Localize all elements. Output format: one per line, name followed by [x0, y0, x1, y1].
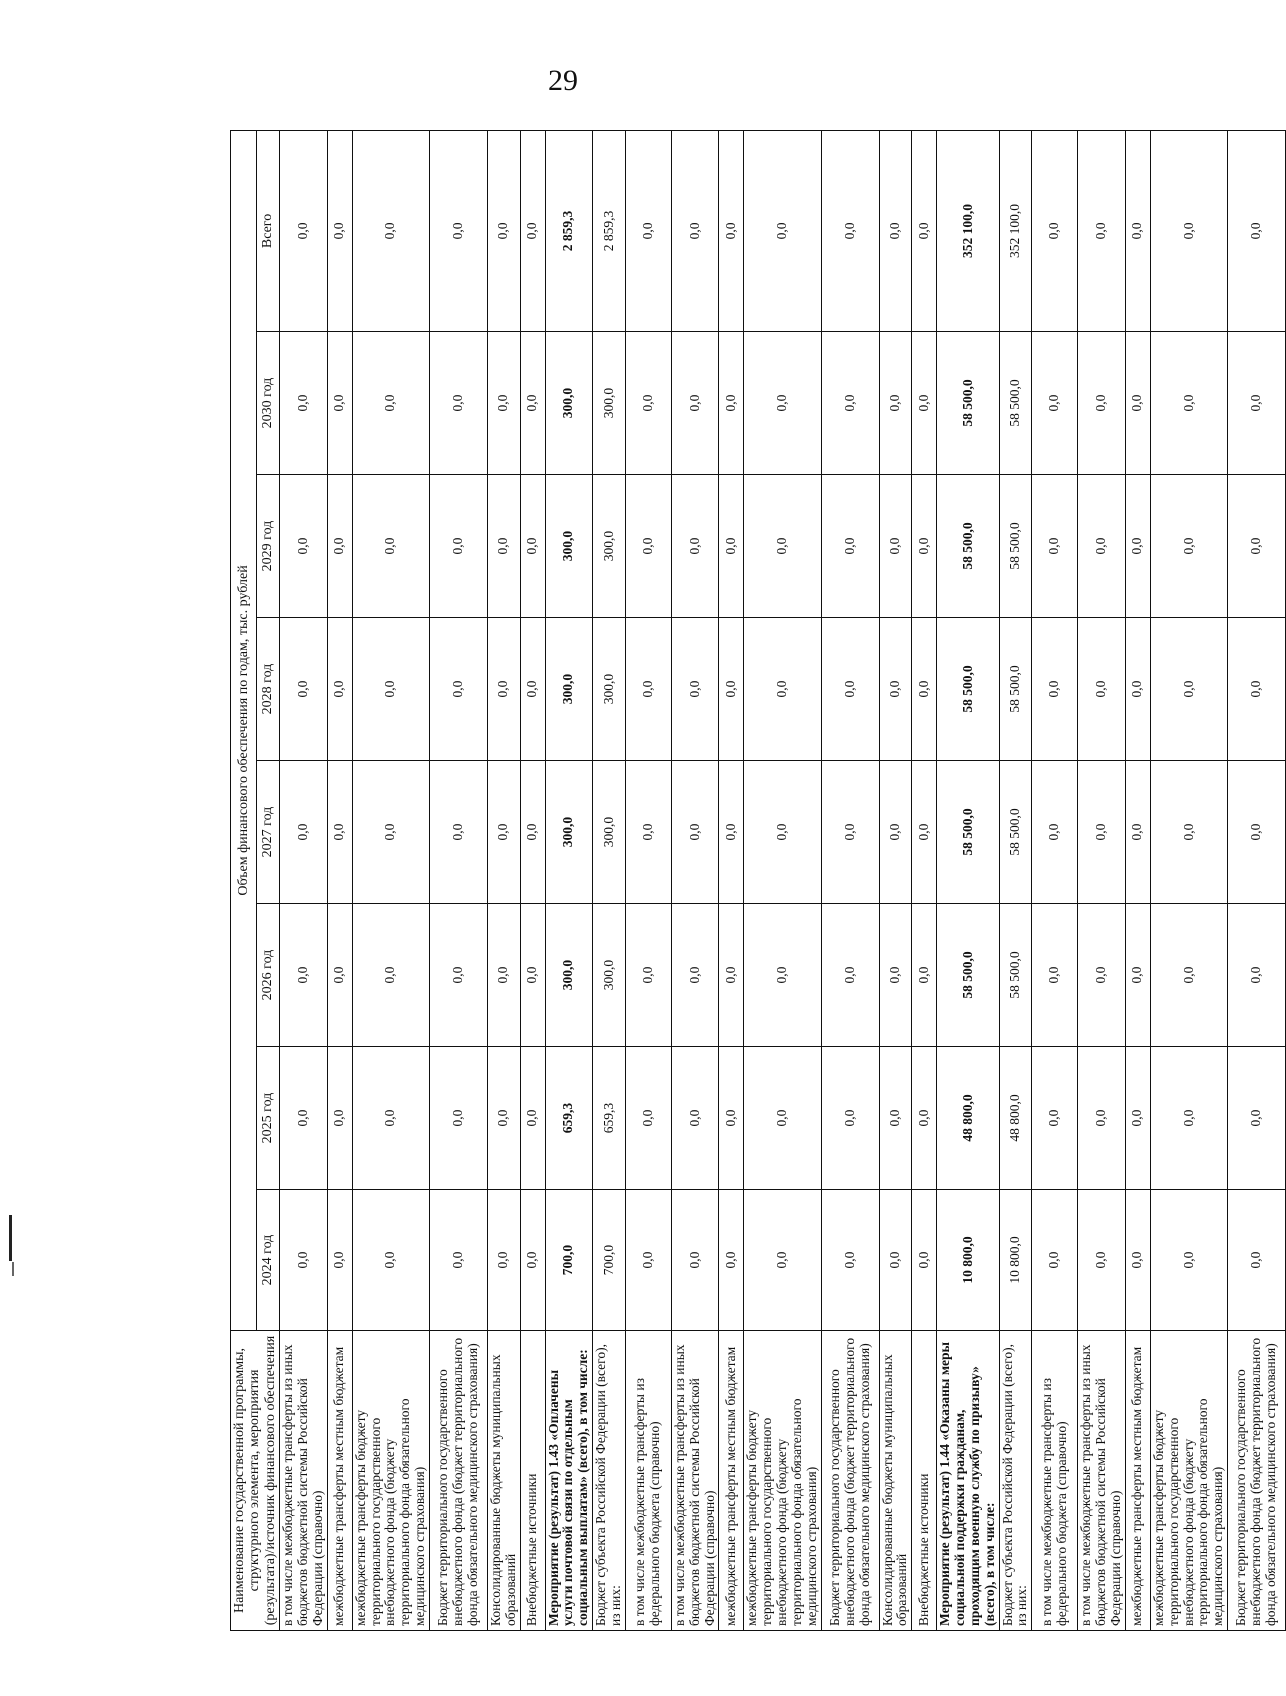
- header-year: 2028 год: [256, 618, 280, 761]
- row-year-value: 0,0: [280, 618, 328, 761]
- row-year-value: 48 800,0: [999, 1047, 1032, 1190]
- row-name: в том числе межбюджетные трансферты из федерального бюджета (справочно): [1032, 1331, 1078, 1631]
- row-year-value: 58 500,0: [999, 761, 1032, 904]
- row-year-value: 58 500,0: [937, 475, 999, 618]
- row-year-value: 0,0: [625, 475, 671, 618]
- row-year-value: 0,0: [912, 1047, 937, 1190]
- row-year-value: 58 500,0: [999, 332, 1032, 475]
- row-year-value: 0,0: [1228, 904, 1286, 1047]
- row-name: межбюджетные трансферты местным бюджетам: [327, 1331, 352, 1631]
- row-year-value: 0,0: [487, 332, 520, 475]
- row-year-value: 300,0: [545, 618, 593, 761]
- row-year-value: 0,0: [744, 1047, 821, 1190]
- row-year-value: 300,0: [593, 904, 626, 1047]
- row-name: Консолидированные бюджеты муниципальных образований: [487, 1331, 520, 1631]
- table-row: [1078, 130, 1126, 1630]
- row-year-value: 0,0: [912, 904, 937, 1047]
- row-year-value: 0,0: [625, 761, 671, 904]
- row-name: межбюджетные трансферты бюджету территориального государственного внебюджетного фонда (бюджету территориального фонда обязательного медицинского страхования): [744, 1331, 821, 1631]
- row-year-value: 0,0: [327, 1047, 352, 1190]
- row-total-value: 0,0: [429, 130, 487, 331]
- row-year-value: 0,0: [625, 332, 671, 475]
- row-year-value: 0,0: [1150, 1190, 1227, 1331]
- row-year-value: 0,0: [671, 475, 719, 618]
- row-year-value: 0,0: [879, 761, 912, 904]
- row-total-value: 0,0: [1032, 130, 1078, 331]
- row-name: межбюджетные трансферты бюджету территориального государственного внебюджетного фонда (бюджету территориального фонда обязательного медицинского страхования): [1150, 1331, 1227, 1631]
- row-year-value: 0,0: [280, 761, 328, 904]
- row-year-value: 0,0: [744, 761, 821, 904]
- row-year-value: 48 800,0: [937, 1047, 999, 1190]
- row-year-value: 0,0: [1125, 475, 1150, 618]
- row-year-value: 0,0: [744, 618, 821, 761]
- page-number: 29: [548, 64, 578, 97]
- row-year-value: 0,0: [429, 1047, 487, 1190]
- row-name: Внебюджетные источники: [520, 1331, 545, 1631]
- row-year-value: 659,3: [545, 1047, 593, 1190]
- row-year-value: 58 500,0: [937, 904, 999, 1047]
- row-year-value: 0,0: [912, 475, 937, 618]
- table-row: [719, 130, 744, 1630]
- row-name: в том числе межбюджетные трансферты из иных бюджетов бюджетной системы Российской Федерации (справочно): [1078, 1331, 1126, 1631]
- row-year-value: 0,0: [429, 332, 487, 475]
- row-total-value: 0,0: [1078, 130, 1126, 331]
- row-year-value: 0,0: [719, 1190, 744, 1331]
- row-year-value: 0,0: [1078, 761, 1126, 904]
- row-year-value: 0,0: [879, 1047, 912, 1190]
- row-year-value: 0,0: [879, 904, 912, 1047]
- row-total-value: 352 100,0: [999, 130, 1032, 331]
- row-name: Бюджет территориального государственного внебюджетного фонда (бюджет территориального фонда обязательного медицинского страхования): [429, 1331, 487, 1631]
- row-name: Мероприятие (результат) 1.44 «Оказаны меры социальной поддержки гражданам, проходящим военную службу по призыву» (всего), в том числе:: [937, 1331, 999, 1631]
- row-total-value: 0,0: [487, 130, 520, 331]
- row-year-value: 0,0: [327, 475, 352, 618]
- row-year-value: 0,0: [429, 475, 487, 618]
- row-year-value: 0,0: [1150, 332, 1227, 475]
- row-year-value: 0,0: [1125, 1190, 1150, 1331]
- row-year-value: 0,0: [487, 618, 520, 761]
- row-year-value: 0,0: [1125, 618, 1150, 761]
- header-year: 2026 год: [256, 904, 280, 1047]
- row-year-value: 0,0: [879, 618, 912, 761]
- row-year-value: 0,0: [1125, 904, 1150, 1047]
- row-year-value: 0,0: [1150, 618, 1227, 761]
- row-name: Бюджет территориального государственного внебюджетного фонда (бюджет территориального фонда обязательного медицинского страхования): [821, 1331, 879, 1631]
- row-year-value: 0,0: [821, 761, 879, 904]
- row-year-value: 0,0: [1150, 904, 1227, 1047]
- table-row: [520, 130, 545, 1630]
- row-year-value: 0,0: [327, 761, 352, 904]
- row-year-value: 0,0: [352, 332, 429, 475]
- table-row: [1228, 130, 1286, 1630]
- row-year-value: 0,0: [1078, 475, 1126, 618]
- row-total-value: 352 100,0: [937, 130, 999, 331]
- row-year-value: 0,0: [625, 1047, 671, 1190]
- row-year-value: 0,0: [879, 1190, 912, 1331]
- row-total-value: 0,0: [912, 130, 937, 331]
- row-year-value: 0,0: [821, 618, 879, 761]
- row-year-value: 0,0: [520, 1190, 545, 1331]
- row-year-value: 0,0: [352, 761, 429, 904]
- row-year-value: 0,0: [671, 1190, 719, 1331]
- row-total-value: 0,0: [821, 130, 879, 331]
- table-row: [879, 130, 912, 1630]
- row-name: Бюджет субъекта Российской Федерации (всего), из них:: [999, 1331, 1032, 1631]
- row-year-value: 58 500,0: [937, 618, 999, 761]
- row-year-value: 0,0: [671, 618, 719, 761]
- table-row: [545, 130, 593, 1630]
- row-total-value: 0,0: [352, 130, 429, 331]
- row-year-value: 0,0: [1125, 332, 1150, 475]
- row-year-value: 0,0: [1228, 332, 1286, 475]
- row-year-value: 0,0: [625, 1190, 671, 1331]
- row-year-value: 0,0: [1078, 618, 1126, 761]
- row-year-value: 0,0: [744, 332, 821, 475]
- row-year-value: 0,0: [1032, 1190, 1078, 1331]
- row-year-value: 0,0: [520, 618, 545, 761]
- row-year-value: 0,0: [1228, 475, 1286, 618]
- row-name: Мероприятие (результат) 1.43 «Оплачены услуги почтовой связи по отдельным социальным выплатам» (всего), в том числе:: [545, 1331, 593, 1631]
- scan-artifact-mark: [12, 1262, 14, 1276]
- row-year-value: 0,0: [487, 1190, 520, 1331]
- table-row: [487, 130, 520, 1630]
- row-year-value: 0,0: [327, 332, 352, 475]
- row-name: в том числе межбюджетные трансферты из иных бюджетов бюджетной системы Российской Федерации (справочно): [671, 1331, 719, 1631]
- row-year-value: 300,0: [593, 618, 626, 761]
- row-year-value: 0,0: [1032, 904, 1078, 1047]
- row-total-value: 0,0: [1150, 130, 1227, 331]
- row-year-value: 0,0: [719, 618, 744, 761]
- row-year-value: 0,0: [879, 475, 912, 618]
- row-total-value: 0,0: [671, 130, 719, 331]
- row-year-value: 0,0: [625, 904, 671, 1047]
- table-row: [1150, 130, 1227, 1630]
- row-total-value: 0,0: [744, 130, 821, 331]
- row-year-value: 0,0: [821, 475, 879, 618]
- row-year-value: 0,0: [671, 1047, 719, 1190]
- row-year-value: 0,0: [912, 761, 937, 904]
- row-name: межбюджетные трансферты местным бюджетам: [1125, 1331, 1150, 1631]
- row-year-value: 0,0: [429, 904, 487, 1047]
- row-year-value: 0,0: [821, 1047, 879, 1190]
- table-row: [671, 130, 719, 1630]
- row-year-value: 0,0: [487, 761, 520, 904]
- header-year: 2029 год: [256, 475, 280, 618]
- header-group: Объем финансового обеспечения по годам, тыс. рублей: [231, 130, 257, 1330]
- table-row: [912, 130, 937, 1630]
- table-row: [625, 130, 671, 1630]
- table-row: [593, 130, 626, 1630]
- row-year-value: 0,0: [520, 761, 545, 904]
- row-year-value: 0,0: [719, 475, 744, 618]
- row-name: Внебюджетные источники: [912, 1331, 937, 1631]
- row-year-value: 300,0: [593, 475, 626, 618]
- row-year-value: 0,0: [520, 332, 545, 475]
- row-year-value: 0,0: [1078, 332, 1126, 475]
- row-year-value: 58 500,0: [999, 618, 1032, 761]
- row-year-value: 0,0: [280, 1047, 328, 1190]
- row-name: Бюджет субъекта Российской Федерации (всего), из них:: [593, 1331, 626, 1631]
- row-year-value: 0,0: [1150, 1047, 1227, 1190]
- row-name: в том числе межбюджетные трансферты из федерального бюджета (справочно): [625, 1331, 671, 1631]
- row-year-value: 0,0: [912, 1190, 937, 1331]
- row-year-value: 0,0: [352, 618, 429, 761]
- row-year-value: 0,0: [1228, 618, 1286, 761]
- row-name: Консолидированные бюджеты муниципальных образований: [879, 1331, 912, 1631]
- header-name: Наименование государственной программы, структурного элемента, мероприятия (результата)/источник финансового обеспечения: [231, 1331, 280, 1631]
- row-year-value: 0,0: [912, 618, 937, 761]
- row-year-value: 0,0: [352, 1190, 429, 1331]
- row-year-value: 0,0: [487, 1047, 520, 1190]
- row-year-value: 0,0: [1032, 475, 1078, 618]
- row-year-value: 58 500,0: [937, 332, 999, 475]
- row-year-value: 0,0: [352, 475, 429, 618]
- row-year-value: 0,0: [744, 1190, 821, 1331]
- row-year-value: 0,0: [1032, 332, 1078, 475]
- row-year-value: 0,0: [625, 618, 671, 761]
- row-total-value: 0,0: [625, 130, 671, 331]
- row-year-value: 0,0: [719, 1047, 744, 1190]
- table-row: [1032, 130, 1078, 1630]
- row-year-value: 10 800,0: [999, 1190, 1032, 1331]
- row-year-value: 10 800,0: [937, 1190, 999, 1331]
- row-year-value: 700,0: [593, 1190, 626, 1331]
- row-year-value: 0,0: [520, 475, 545, 618]
- row-year-value: 0,0: [280, 904, 328, 1047]
- row-total-value: 0,0: [879, 130, 912, 331]
- row-total-value: 0,0: [1125, 130, 1150, 331]
- row-year-value: 0,0: [1078, 1190, 1126, 1331]
- row-year-value: 58 500,0: [937, 761, 999, 904]
- row-year-value: 0,0: [487, 475, 520, 618]
- row-year-value: 0,0: [327, 904, 352, 1047]
- row-year-value: 700,0: [545, 1190, 593, 1331]
- row-year-value: 0,0: [280, 332, 328, 475]
- row-total-value: 0,0: [327, 130, 352, 331]
- row-year-value: 0,0: [1125, 1047, 1150, 1190]
- rotated-table-container: [230, 131, 1278, 1631]
- row-year-value: 0,0: [429, 761, 487, 904]
- row-year-value: 300,0: [593, 332, 626, 475]
- row-year-value: 0,0: [912, 332, 937, 475]
- row-year-value: 0,0: [1032, 1047, 1078, 1190]
- row-year-value: 0,0: [1125, 761, 1150, 904]
- row-year-value: 0,0: [327, 1190, 352, 1331]
- row-year-value: 300,0: [545, 761, 593, 904]
- row-year-value: 0,0: [744, 475, 821, 618]
- table-row: [429, 130, 487, 1630]
- row-year-value: 0,0: [352, 904, 429, 1047]
- row-year-value: 0,0: [520, 1047, 545, 1190]
- row-year-value: 0,0: [671, 332, 719, 475]
- header-total: Всего: [256, 130, 280, 331]
- row-year-value: 0,0: [744, 904, 821, 1047]
- row-year-value: 58 500,0: [999, 904, 1032, 1047]
- row-year-value: 300,0: [545, 904, 593, 1047]
- row-year-value: 0,0: [352, 1047, 429, 1190]
- row-year-value: 0,0: [671, 904, 719, 1047]
- row-year-value: 300,0: [593, 761, 626, 904]
- row-year-value: 0,0: [1228, 1190, 1286, 1331]
- row-total-value: 2 859,3: [593, 130, 626, 331]
- row-year-value: 300,0: [545, 475, 593, 618]
- header-year: 2030 год: [256, 332, 280, 475]
- row-year-value: 0,0: [719, 904, 744, 1047]
- row-year-value: 0,0: [671, 761, 719, 904]
- financing-table: [230, 130, 1286, 1631]
- row-year-value: 0,0: [879, 332, 912, 475]
- row-year-value: 0,0: [1150, 475, 1227, 618]
- scan-artifact-mark: [9, 1215, 12, 1261]
- row-total-value: 0,0: [280, 130, 328, 331]
- row-total-value: 0,0: [520, 130, 545, 331]
- row-total-value: 0,0: [719, 130, 744, 331]
- table-row: [327, 130, 352, 1630]
- row-year-value: 0,0: [280, 475, 328, 618]
- row-year-value: 0,0: [719, 761, 744, 904]
- row-year-value: 300,0: [545, 332, 593, 475]
- row-year-value: 0,0: [1150, 761, 1227, 904]
- row-total-value: 2 859,3: [545, 130, 593, 331]
- row-year-value: 58 500,0: [999, 475, 1032, 618]
- row-year-value: 0,0: [821, 904, 879, 1047]
- table-row: [1125, 130, 1150, 1630]
- header-year: 2025 год: [256, 1047, 280, 1190]
- row-name: межбюджетные трансферты местным бюджетам: [719, 1331, 744, 1631]
- row-year-value: 0,0: [1032, 618, 1078, 761]
- row-year-value: 0,0: [719, 332, 744, 475]
- table-row: [937, 130, 999, 1630]
- row-year-value: 0,0: [280, 1190, 328, 1331]
- header-year: 2027 год: [256, 761, 280, 904]
- row-year-value: 0,0: [1228, 761, 1286, 904]
- row-name: в том числе межбюджетные трансферты из иных бюджетов бюджетной системы Российской Федерации (справочно): [280, 1331, 328, 1631]
- row-year-value: 0,0: [327, 618, 352, 761]
- row-year-value: 0,0: [520, 904, 545, 1047]
- row-year-value: 0,0: [1078, 904, 1126, 1047]
- table-row: [352, 130, 429, 1630]
- table-row: [999, 130, 1032, 1630]
- row-year-value: 659,3: [593, 1047, 626, 1190]
- row-year-value: 0,0: [1078, 1047, 1126, 1190]
- row-year-value: 0,0: [1032, 761, 1078, 904]
- row-name: межбюджетные трансферты бюджету территориального государственного внебюджетного фонда (бюджету территориального фонда обязательного медицинского страхования): [352, 1331, 429, 1631]
- table-row: [744, 130, 821, 1630]
- row-year-value: 0,0: [821, 1190, 879, 1331]
- table-row: [280, 130, 328, 1630]
- row-year-value: 0,0: [429, 618, 487, 761]
- row-year-value: 0,0: [429, 1190, 487, 1331]
- row-name: Бюджет территориального государственного внебюджетного фонда (бюджет территориального фонда обязательного медицинского страхования): [1228, 1331, 1286, 1631]
- row-year-value: 0,0: [1228, 1047, 1286, 1190]
- row-year-value: 0,0: [821, 332, 879, 475]
- row-total-value: 0,0: [1228, 130, 1286, 331]
- header-year: 2024 год: [256, 1190, 280, 1331]
- row-year-value: 0,0: [487, 904, 520, 1047]
- table-row: [821, 130, 879, 1630]
